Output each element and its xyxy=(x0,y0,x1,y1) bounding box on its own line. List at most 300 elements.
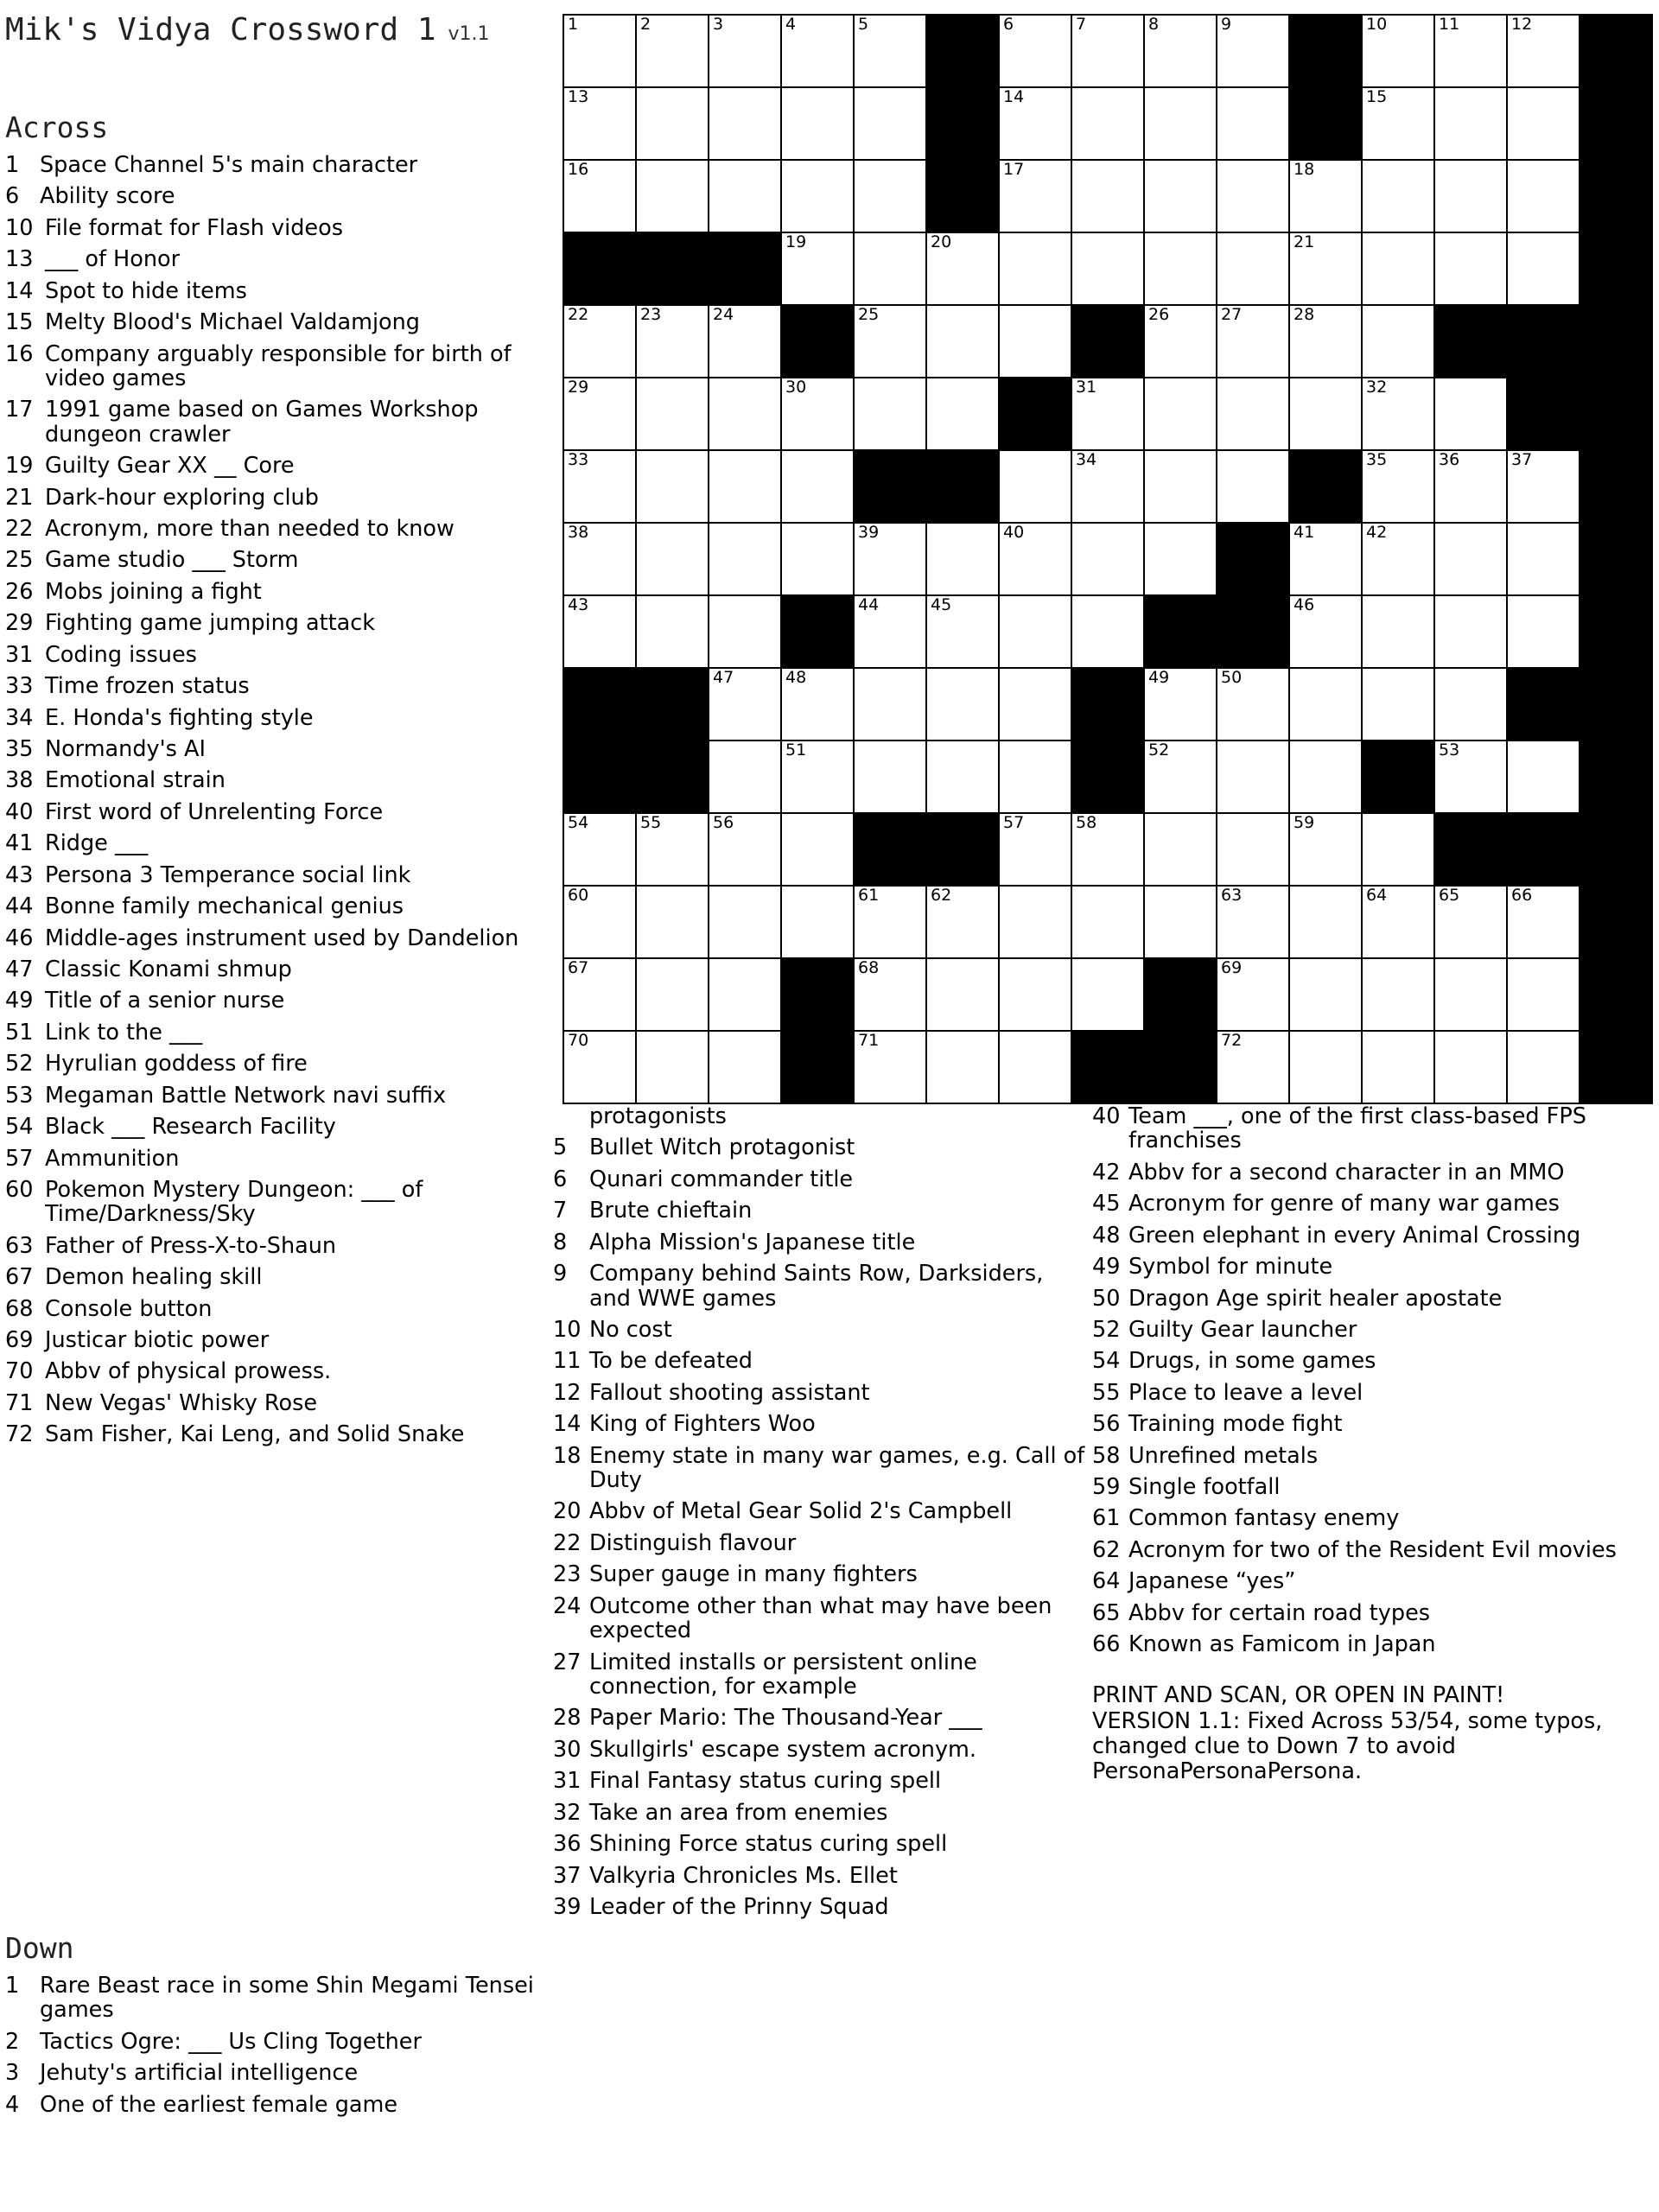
grid-row xyxy=(563,1031,1652,1103)
grid-cell[interactable] xyxy=(1144,305,1217,378)
grid-cell[interactable] xyxy=(926,232,999,305)
grid-row xyxy=(563,378,1652,450)
grid-cell[interactable] xyxy=(1434,450,1507,523)
grid-cell[interactable] xyxy=(709,958,781,1031)
down-clue xyxy=(1092,1349,1628,1373)
grid-cell[interactable] xyxy=(636,958,709,1031)
grid-cell[interactable] xyxy=(563,886,636,958)
grid-cell[interactable] xyxy=(781,232,854,305)
grid-cell[interactable] xyxy=(926,741,999,813)
across-clue xyxy=(5,863,550,887)
down-clue xyxy=(553,1230,1089,1255)
grid-cell[interactable] xyxy=(999,160,1071,232)
across-clue-number: 26 xyxy=(5,578,34,605)
grid-cell[interactable] xyxy=(854,523,926,595)
grid-cell[interactable] xyxy=(1289,305,1362,378)
grid-cell[interactable] xyxy=(563,813,636,886)
down-clue-number: 32 xyxy=(553,1799,582,1826)
grid-cell-block xyxy=(636,668,709,741)
grid-cell[interactable] xyxy=(636,523,709,595)
grid-cell[interactable] xyxy=(1289,1031,1362,1103)
grid-cell[interactable] xyxy=(1289,160,1362,232)
across-clue-text: Ammunition xyxy=(45,1145,180,1172)
grid-cell[interactable] xyxy=(926,305,999,378)
grid-cell[interactable] xyxy=(1217,813,1289,886)
grid-cell[interactable] xyxy=(709,1031,781,1103)
grid-cell[interactable] xyxy=(1071,378,1144,450)
grid-cell[interactable] xyxy=(1362,15,1434,87)
across-clue-text: Emotional strain xyxy=(45,767,226,794)
grid-cell-number: 26 xyxy=(1148,305,1170,324)
grid-cell[interactable] xyxy=(563,305,636,378)
across-clue-text: Pokemon Mystery Dungeon: ___ of Time/Darkness/Sky xyxy=(45,1176,423,1228)
grid-cell[interactable] xyxy=(709,813,781,886)
grid-cell[interactable] xyxy=(781,15,854,87)
grid-cell[interactable] xyxy=(1507,741,1580,813)
grid-cell[interactable] xyxy=(636,1031,709,1103)
grid-cell-number: 3 xyxy=(713,15,724,34)
grid-cell[interactable] xyxy=(999,305,1071,378)
grid-cell[interactable] xyxy=(1144,741,1217,813)
grid-cell-block xyxy=(926,87,999,160)
grid-cell[interactable] xyxy=(636,813,709,886)
grid-cell[interactable] xyxy=(1144,378,1217,450)
grid-cell[interactable] xyxy=(1434,87,1507,160)
grid-cell[interactable] xyxy=(1217,378,1289,450)
down-clue-text: Paper Mario: The Thousand-Year ___ xyxy=(589,1705,982,1732)
grid-cell-number: 30 xyxy=(785,378,807,397)
grid-cell-block xyxy=(781,958,854,1031)
grid-cell-number: 65 xyxy=(1439,886,1460,905)
across-clue-text: Dark-hour exploring club xyxy=(45,484,319,511)
grid-cell[interactable] xyxy=(1434,595,1507,668)
grid-cell[interactable] xyxy=(1144,668,1217,741)
across-heading: Across xyxy=(5,111,109,144)
grid-cell[interactable] xyxy=(999,15,1071,87)
down-clue-number: 50 xyxy=(1092,1285,1121,1312)
down-clue-text: One of the earliest female game xyxy=(40,2091,398,2118)
down-clue xyxy=(553,1412,1089,1436)
down-clue xyxy=(553,1135,1089,1160)
grid-cell-number: 22 xyxy=(568,305,589,324)
down-clue-text: Team ___, one of the first class-based FPS franchises xyxy=(1128,1103,1586,1154)
grid-cell-number: 13 xyxy=(568,87,589,106)
down-clue-number: 27 xyxy=(553,1649,582,1675)
grid-cell[interactable] xyxy=(1071,160,1144,232)
grid-cell[interactable] xyxy=(636,15,709,87)
grid-cell-number: 1 xyxy=(568,15,579,34)
grid-cell[interactable] xyxy=(926,958,999,1031)
grid-cell[interactable] xyxy=(999,87,1071,160)
grid-cell[interactable] xyxy=(1144,87,1217,160)
grid-cell-block xyxy=(926,15,999,87)
grid-cell-block xyxy=(926,160,999,232)
grid-cell[interactable] xyxy=(1507,160,1580,232)
grid-cell[interactable] xyxy=(999,595,1071,668)
grid-cell[interactable] xyxy=(1289,378,1362,450)
down-clue xyxy=(1092,1318,1628,1342)
crossword-grid-table[interactable] xyxy=(563,14,1653,1104)
grid-cell[interactable] xyxy=(1071,958,1144,1031)
grid-cell[interactable] xyxy=(1289,668,1362,741)
grid-cell[interactable] xyxy=(1144,15,1217,87)
grid-cell[interactable] xyxy=(854,15,926,87)
down-clue-number: 54 xyxy=(1092,1348,1121,1375)
grid-cell-number: 29 xyxy=(568,378,589,397)
grid-cell[interactable] xyxy=(854,741,926,813)
grid-cell[interactable] xyxy=(854,1031,926,1103)
grid-cell-number: 62 xyxy=(931,886,952,905)
grid-cell[interactable] xyxy=(1144,813,1217,886)
grid-cell[interactable] xyxy=(854,958,926,1031)
grid-cell[interactable] xyxy=(1507,15,1580,87)
grid-cell[interactable] xyxy=(1362,886,1434,958)
grid-row xyxy=(563,813,1652,886)
grid-cell[interactable] xyxy=(709,15,781,87)
across-clue-text: Hyrulian goddess of fire xyxy=(45,1051,308,1077)
grid-cell[interactable] xyxy=(781,87,854,160)
grid-cell[interactable] xyxy=(1507,87,1580,160)
down-clue-list-3 xyxy=(1092,1104,1628,1657)
grid-cell[interactable] xyxy=(1362,1031,1434,1103)
grid-cell[interactable] xyxy=(563,523,636,595)
down-clue-text: protagonists xyxy=(589,1103,727,1129)
grid-cell-number: 38 xyxy=(568,523,589,542)
grid-cell-number: 45 xyxy=(931,595,952,614)
grid-cell-block xyxy=(1580,450,1652,523)
grid-cell[interactable] xyxy=(1217,87,1289,160)
grid-cell[interactable] xyxy=(1434,15,1507,87)
grid-cell[interactable] xyxy=(1434,378,1507,450)
grid-cell[interactable] xyxy=(926,886,999,958)
grid-cell[interactable] xyxy=(709,668,781,741)
grid-cell[interactable] xyxy=(781,160,854,232)
across-clue-number: 29 xyxy=(5,610,34,637)
across-clue-number: 1 xyxy=(5,152,20,178)
across-clues-column xyxy=(5,111,550,1454)
grid-cell[interactable] xyxy=(636,160,709,232)
grid-cell-block xyxy=(1071,305,1144,378)
grid-cell[interactable] xyxy=(1507,232,1580,305)
grid-cell-block xyxy=(1289,15,1362,87)
grid-cell-block xyxy=(781,1031,854,1103)
grid-cell[interactable] xyxy=(563,15,636,87)
grid-cell[interactable] xyxy=(1434,523,1507,595)
grid-cell[interactable] xyxy=(926,595,999,668)
grid-cell[interactable] xyxy=(854,886,926,958)
across-clue xyxy=(5,1422,550,1446)
grid-cell[interactable] xyxy=(636,378,709,450)
down-clue-text: Qunari commander title xyxy=(589,1166,854,1192)
grid-cell[interactable] xyxy=(1071,232,1144,305)
grid-cell[interactable] xyxy=(636,450,709,523)
down-clue xyxy=(553,1318,1089,1342)
grid-row xyxy=(563,523,1652,595)
across-clue xyxy=(5,988,550,1013)
grid-cell-number: 54 xyxy=(568,813,589,832)
across-clue-text: Middle-ages instrument used by Dandelion xyxy=(45,925,519,951)
grid-cell[interactable] xyxy=(1362,378,1434,450)
down-clue xyxy=(1092,1569,1628,1593)
grid-cell[interactable] xyxy=(563,87,636,160)
grid-cell[interactable] xyxy=(999,523,1071,595)
grid-cell[interactable] xyxy=(1362,813,1434,886)
grid-cell[interactable] xyxy=(1362,232,1434,305)
grid-cell[interactable] xyxy=(854,305,926,378)
down-clue-text: Dragon Age spirit healer apostate xyxy=(1128,1285,1503,1312)
grid-cell[interactable] xyxy=(1289,741,1362,813)
grid-cell[interactable] xyxy=(1071,87,1144,160)
down-clue-number: 23 xyxy=(553,1561,582,1588)
grid-cell-number: 32 xyxy=(1366,378,1388,397)
grid-cell-block xyxy=(1289,87,1362,160)
grid-cell[interactable] xyxy=(999,958,1071,1031)
grid-cell[interactable] xyxy=(781,886,854,958)
grid-cell[interactable] xyxy=(1362,450,1434,523)
grid-cell[interactable] xyxy=(1217,160,1289,232)
grid-cell[interactable] xyxy=(1507,523,1580,595)
across-clue-text: Game studio ___ Storm xyxy=(45,547,299,574)
across-clue xyxy=(5,1234,550,1258)
across-clue xyxy=(5,1147,550,1171)
across-clue-text: Mobs joining a fight xyxy=(45,578,262,605)
grid-cell[interactable] xyxy=(1434,958,1507,1031)
grid-cell-number: 42 xyxy=(1366,523,1388,542)
grid-cell[interactable] xyxy=(1217,958,1289,1031)
grid-cell[interactable] xyxy=(781,741,854,813)
grid-cell[interactable] xyxy=(1217,305,1289,378)
grid-cell[interactable] xyxy=(1289,523,1362,595)
grid-cell[interactable] xyxy=(781,378,854,450)
down-clue-number: 20 xyxy=(553,1498,582,1525)
grid-cell[interactable] xyxy=(1507,958,1580,1031)
grid-cell[interactable] xyxy=(1217,668,1289,741)
grid-cell[interactable] xyxy=(1217,886,1289,958)
grid-cell[interactable] xyxy=(1507,886,1580,958)
grid-cell[interactable] xyxy=(854,232,926,305)
down-clue xyxy=(553,1349,1089,1373)
grid-cell[interactable] xyxy=(1507,1031,1580,1103)
grid-cell[interactable] xyxy=(1289,232,1362,305)
down-clue xyxy=(1092,1632,1628,1656)
grid-cell[interactable] xyxy=(709,160,781,232)
across-clue-number: 44 xyxy=(5,893,34,920)
grid-cell[interactable] xyxy=(854,378,926,450)
across-clue-text: Coding issues xyxy=(45,641,197,668)
across-clue-number: 6 xyxy=(5,183,20,210)
grid-cell[interactable] xyxy=(1144,232,1217,305)
down-clue xyxy=(1092,1444,1628,1468)
grid-cell[interactable] xyxy=(636,886,709,958)
grid-cell[interactable] xyxy=(709,378,781,450)
grid-cell-number: 60 xyxy=(568,886,589,905)
down-clue xyxy=(1092,1538,1628,1562)
grid-cell[interactable] xyxy=(1362,958,1434,1031)
grid-cell[interactable] xyxy=(1144,450,1217,523)
grid-cell-number: 18 xyxy=(1294,160,1315,179)
grid-cell[interactable] xyxy=(1289,886,1362,958)
grid-cell[interactable] xyxy=(1071,15,1144,87)
version-notes xyxy=(1092,1683,1628,1784)
grid-cell[interactable] xyxy=(999,450,1071,523)
across-clue-number: 21 xyxy=(5,484,34,511)
grid-cell[interactable] xyxy=(854,595,926,668)
grid-cell-number: 28 xyxy=(1294,305,1315,324)
grid-cell[interactable] xyxy=(1434,1031,1507,1103)
grid-cell[interactable] xyxy=(1362,523,1434,595)
down-clue-text: Known as Famicom in Japan xyxy=(1128,1631,1436,1658)
across-clue xyxy=(5,247,550,271)
grid-cell-number: 46 xyxy=(1294,595,1315,614)
grid-cell-block xyxy=(1071,668,1144,741)
grid-cell[interactable] xyxy=(1434,741,1507,813)
grid-cell[interactable] xyxy=(1434,232,1507,305)
grid-cell[interactable] xyxy=(709,523,781,595)
crossword-grid[interactable] xyxy=(563,14,1653,1104)
grid-row xyxy=(563,232,1652,305)
grid-cell[interactable] xyxy=(1071,450,1144,523)
grid-cell[interactable] xyxy=(926,668,999,741)
grid-cell-block xyxy=(1289,450,1362,523)
grid-cell[interactable] xyxy=(1362,595,1434,668)
down-clue-number: 22 xyxy=(553,1529,582,1556)
across-clue xyxy=(5,1084,550,1108)
grid-cell[interactable] xyxy=(709,741,781,813)
across-clue-number: 71 xyxy=(5,1389,34,1416)
across-clue-text: Bonne family mechanical genius xyxy=(45,893,404,920)
down-clue xyxy=(553,1104,1089,1128)
grid-cell[interactable] xyxy=(1071,595,1144,668)
grid-cell[interactable] xyxy=(636,595,709,668)
grid-cell[interactable] xyxy=(854,160,926,232)
across-clue-text: File format for Flash videos xyxy=(45,214,343,241)
version-label: v1.1 xyxy=(448,23,490,45)
grid-cell[interactable] xyxy=(563,595,636,668)
down-clue-text: Brute chieftain xyxy=(589,1198,753,1224)
grid-cell[interactable] xyxy=(1144,523,1217,595)
grid-cell[interactable] xyxy=(1362,305,1434,378)
down-clue-text: Bullet Witch protagonist xyxy=(589,1135,855,1161)
grid-cell[interactable] xyxy=(563,1031,636,1103)
grid-cell-block xyxy=(563,741,636,813)
down-clue-number: 31 xyxy=(553,1768,582,1795)
grid-cell-number: 41 xyxy=(1294,523,1315,542)
grid-cell[interactable] xyxy=(563,450,636,523)
down-clue-number: 30 xyxy=(553,1736,582,1763)
grid-cell[interactable] xyxy=(999,1031,1071,1103)
grid-cell[interactable] xyxy=(1071,813,1144,886)
grid-cell-block xyxy=(1580,595,1652,668)
grid-cell[interactable] xyxy=(709,886,781,958)
grid-cell[interactable] xyxy=(1217,1031,1289,1103)
across-clue-text: E. Honda's fighting style xyxy=(45,704,314,731)
grid-cell[interactable] xyxy=(636,305,709,378)
across-clue xyxy=(5,342,550,391)
grid-cell-block xyxy=(1580,668,1652,741)
grid-cell[interactable] xyxy=(781,523,854,595)
across-clue-number: 72 xyxy=(5,1421,34,1448)
grid-cell[interactable] xyxy=(1217,450,1289,523)
grid-cell[interactable] xyxy=(999,232,1071,305)
grid-cell[interactable] xyxy=(1507,595,1580,668)
grid-cell[interactable] xyxy=(1071,523,1144,595)
grid-cell[interactable] xyxy=(1362,160,1434,232)
down-clue-text: King of Fighters Woo xyxy=(589,1411,816,1438)
grid-cell-block xyxy=(636,232,709,305)
grid-cell[interactable] xyxy=(1144,886,1217,958)
grid-cell[interactable] xyxy=(1362,668,1434,741)
down-clue xyxy=(1092,1287,1628,1311)
grid-cell[interactable] xyxy=(1434,668,1507,741)
across-clue-number: 60 xyxy=(5,1176,34,1203)
down-clue xyxy=(1092,1475,1628,1499)
grid-cell-block xyxy=(926,450,999,523)
grid-cell[interactable] xyxy=(999,668,1071,741)
grid-cell-block xyxy=(1580,1031,1652,1103)
across-clue-number: 31 xyxy=(5,641,34,668)
across-clue xyxy=(5,1265,550,1289)
grid-cell[interactable] xyxy=(1071,886,1144,958)
grid-cell[interactable] xyxy=(1362,87,1434,160)
grid-cell[interactable] xyxy=(709,595,781,668)
grid-cell[interactable] xyxy=(999,741,1071,813)
grid-cell[interactable] xyxy=(709,450,781,523)
grid-cell[interactable] xyxy=(1217,15,1289,87)
grid-cell[interactable] xyxy=(563,378,636,450)
grid-cell[interactable] xyxy=(854,668,926,741)
across-clue xyxy=(5,548,550,572)
grid-cell[interactable] xyxy=(1507,450,1580,523)
grid-cell[interactable] xyxy=(636,87,709,160)
grid-cell[interactable] xyxy=(709,305,781,378)
grid-cell-block xyxy=(1580,305,1652,378)
down-clue-number: 9 xyxy=(553,1261,568,1287)
grid-cell-block xyxy=(1434,305,1507,378)
grid-cell[interactable] xyxy=(926,523,999,595)
grid-cell[interactable] xyxy=(1217,741,1289,813)
down-clue-text: Japanese “yes” xyxy=(1128,1568,1296,1595)
grid-cell[interactable] xyxy=(563,160,636,232)
grid-cell[interactable] xyxy=(563,958,636,1031)
grid-cell[interactable] xyxy=(1217,232,1289,305)
grid-cell[interactable] xyxy=(1289,595,1362,668)
grid-cell[interactable] xyxy=(1434,160,1507,232)
down-clue-text: Limited installs or persistent online connection, for example xyxy=(589,1649,977,1700)
grid-cell[interactable] xyxy=(781,668,854,741)
down-clue-number: 4 xyxy=(5,2091,20,2118)
grid-row xyxy=(563,741,1652,813)
grid-cell[interactable] xyxy=(1144,160,1217,232)
grid-cell[interactable] xyxy=(781,813,854,886)
grid-cell[interactable] xyxy=(709,87,781,160)
grid-cell[interactable] xyxy=(1289,813,1362,886)
grid-cell[interactable] xyxy=(1434,886,1507,958)
grid-cell[interactable] xyxy=(999,886,1071,958)
grid-cell[interactable] xyxy=(926,378,999,450)
grid-cell-number: 48 xyxy=(785,668,807,687)
grid-cell[interactable] xyxy=(926,1031,999,1103)
grid-cell[interactable] xyxy=(1289,958,1362,1031)
grid-cell-number: 9 xyxy=(1221,15,1232,34)
across-clue-number: 57 xyxy=(5,1145,34,1172)
grid-cell[interactable] xyxy=(781,450,854,523)
grid-cell[interactable] xyxy=(854,87,926,160)
grid-cell-number: 61 xyxy=(858,886,880,905)
grid-cell-number: 15 xyxy=(1366,87,1388,106)
grid-cell[interactable] xyxy=(999,813,1071,886)
across-clue xyxy=(5,611,550,635)
grid-cell-number: 4 xyxy=(785,15,797,34)
